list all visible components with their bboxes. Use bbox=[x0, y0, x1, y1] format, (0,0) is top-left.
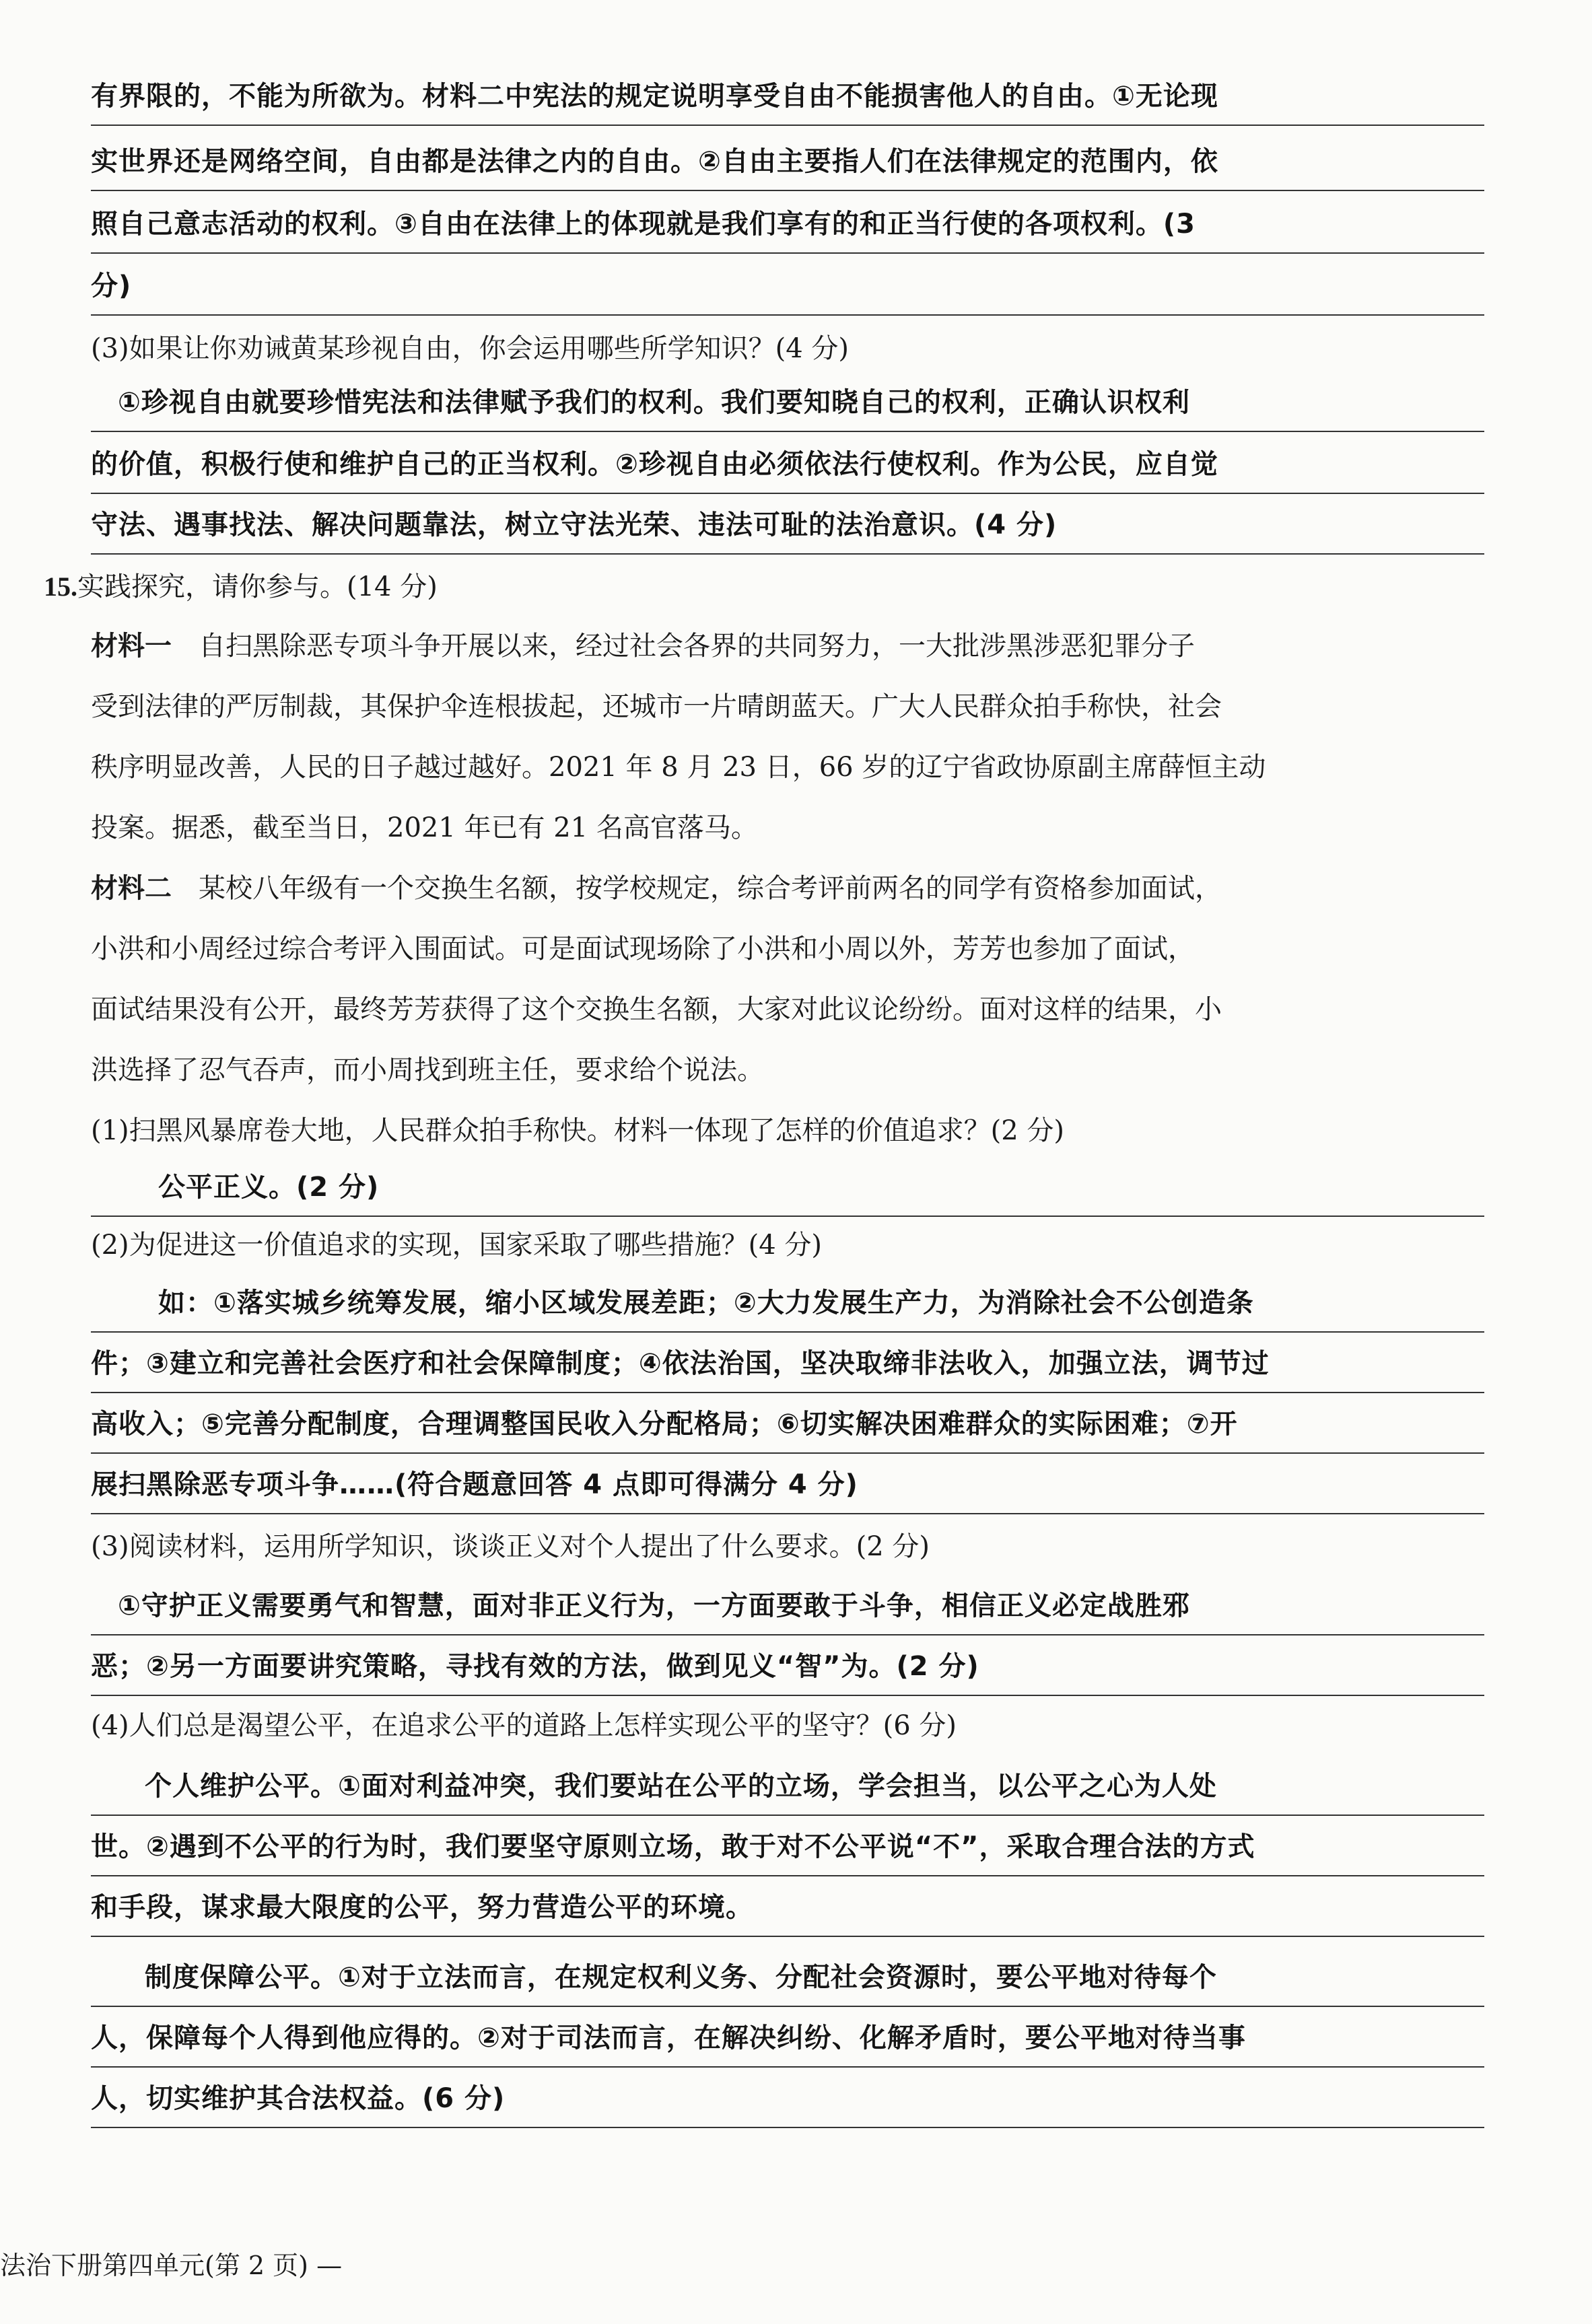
answer-line: ①珍视自由就要珍惜宪法和法律赋予我们的权利。我们要知晓自己的权利，正确认识权利 bbox=[91, 384, 1484, 421]
question-heading bbox=[44, 568, 438, 606]
answer-line: 有界限的，不能为所欲为。材料二中宪法的规定说明享受自由不能损害他人的自由。①无论现 bbox=[91, 77, 1484, 115]
answer-line: 制度保障公平。①对于立法而言，在规定权利义务、分配社会资源时，要公平地对待每个 bbox=[91, 1959, 1484, 1996]
material-2-label: 材料二 bbox=[91, 873, 172, 904]
question-text: (3)如果让你劝诫黄某珍视自由，你会运用哪些所学知识？(4 分) bbox=[91, 333, 850, 364]
answer-line: 展扫黑除恶专项斗争……(符合题意回答 4 点即可得满分 4 分) bbox=[91, 1466, 1484, 1504]
material-2-line: 面试结果没有公开，最终芳芳获得了这个交换生名额，大家对此议论纷纷。面对这样的结果，小 bbox=[91, 994, 1222, 1025]
question-number: 15. bbox=[44, 571, 77, 602]
material-1-line: 秩序明显改善，人民的日子越过越好。2021 年 8 月 23 日，66 岁的辽宁省政协原副主席薛恒主动 bbox=[91, 752, 1266, 783]
answer-line: 守法、遇事找法、解决问题靠法，树立守法光荣、违法可耻的法治意识。(4 分) bbox=[91, 506, 1484, 544]
answer-line: 照自己意志活动的权利。③自由在法律上的体现就是我们享有的和正当行使的各项权利。(3 bbox=[91, 205, 1484, 243]
answer-line: 和手段，谋求最大限度的公平，努力营造公平的环境。 bbox=[91, 1889, 1484, 1926]
sub-question-2: (2)为促进这一价值追求的实现，国家采取了哪些措施？(4 分) bbox=[91, 1230, 823, 1261]
material-1-line: 投案。据悉，截至当日，2021 年已有 21 名高官落马。 bbox=[91, 812, 758, 843]
sub-question-3: (3)阅读材料，运用所学知识，谈谈正义对个人提出了什么要求。(2 分) bbox=[91, 1531, 930, 1562]
answer-line: 世。②遇到不公平的行为时，我们要坚守原则立场，敢于对不公平说“不”，采取合理合法的方式 bbox=[91, 1828, 1484, 1866]
material-2-line: 材料二 某校八年级有一个交换生名额，按学校规定，综合考评前两名的同学有资格参加面试， bbox=[91, 873, 1222, 904]
answer-line: 恶；②另一方面要讲究策略，寻找有效的方法，做到见义“智”为。(2 分) bbox=[91, 1648, 1484, 1685]
answer-line: 的价值，积极行使和维护自己的正当权利。②珍视自由必须依法行使权利。作为公民，应自觉 bbox=[91, 446, 1484, 483]
answer-line: ①守护正义需要勇气和智慧，面对非正义行为，一方面要敢于斗争，相信正义必定战胜邪 bbox=[91, 1587, 1484, 1625]
sub-question-4: (4)人们总是渴望公平，在追求公平的道路上怎样实现公平的坚守？(6 分) bbox=[91, 1710, 957, 1741]
material-2-line: 洪选择了忍气吞声，而小周找到班主任，要求给个说法。 bbox=[91, 1055, 764, 1086]
answer-line: 人，保障每个人得到他应得的。②对于司法而言，在解决纠纷、化解矛盾时，要公平地对待当事 bbox=[91, 2019, 1484, 2057]
answer-line: 如：①落实城乡统筹发展，缩小区域发展差距；②大力发展生产力，为消除社会不公创造条 bbox=[91, 1284, 1484, 1322]
answer-line: 分) bbox=[91, 267, 1484, 305]
material-1-label: 材料一 bbox=[91, 631, 172, 662]
answer-line: 人，切实维护其合法权益。(6 分) bbox=[91, 2080, 1484, 2117]
material-1-line: 材料一 自扫黑除恶专项斗争开展以来，经过社会各界的共同努力，一大批涉黑涉恶犯罪分子 bbox=[91, 631, 1195, 662]
answer-line: 个人维护公平。①面对利益冲突，我们要站在公平的立场，学会担当，以公平之心为人处 bbox=[91, 1767, 1484, 1805]
material-1-line: 受到法律的严厉制裁，其保护伞连根拔起，还城市一片晴朗蓝天。广大人民群众拍手称快，社会 bbox=[91, 691, 1222, 722]
page-footer: 法治下册第四单元(第 2 页) — bbox=[0, 2251, 343, 2280]
sub-question-1: (1)扫黑风暴席卷大地，人民群众拍手称快。材料一体现了怎样的价值追求？(2 分) bbox=[91, 1115, 1065, 1146]
answer-line: 公平正义。(2 分) bbox=[91, 1168, 1484, 1206]
material-2-line: 小洪和小周经过综合考评入围面试。可是面试现场除了小洪和小周以外，芳芳也参加了面试， bbox=[91, 934, 1195, 964]
answer-line: 高收入；⑤完善分配制度，合理调整国民收入分配格局；⑥切实解决困难群众的实际困难；⑦开 bbox=[91, 1405, 1484, 1443]
question-title: 实践探究，请你参与。(14 分) bbox=[77, 571, 438, 602]
answer-line: 实世界还是网络空间，自由都是法律之内的自由。②自由主要指人们在法律规定的范围内，依 bbox=[91, 143, 1484, 180]
answer-line: 件；③建立和完善社会医疗和社会保障制度；④依法治国，坚决取缔非法收入，加强立法，调节过 bbox=[91, 1345, 1484, 1382]
